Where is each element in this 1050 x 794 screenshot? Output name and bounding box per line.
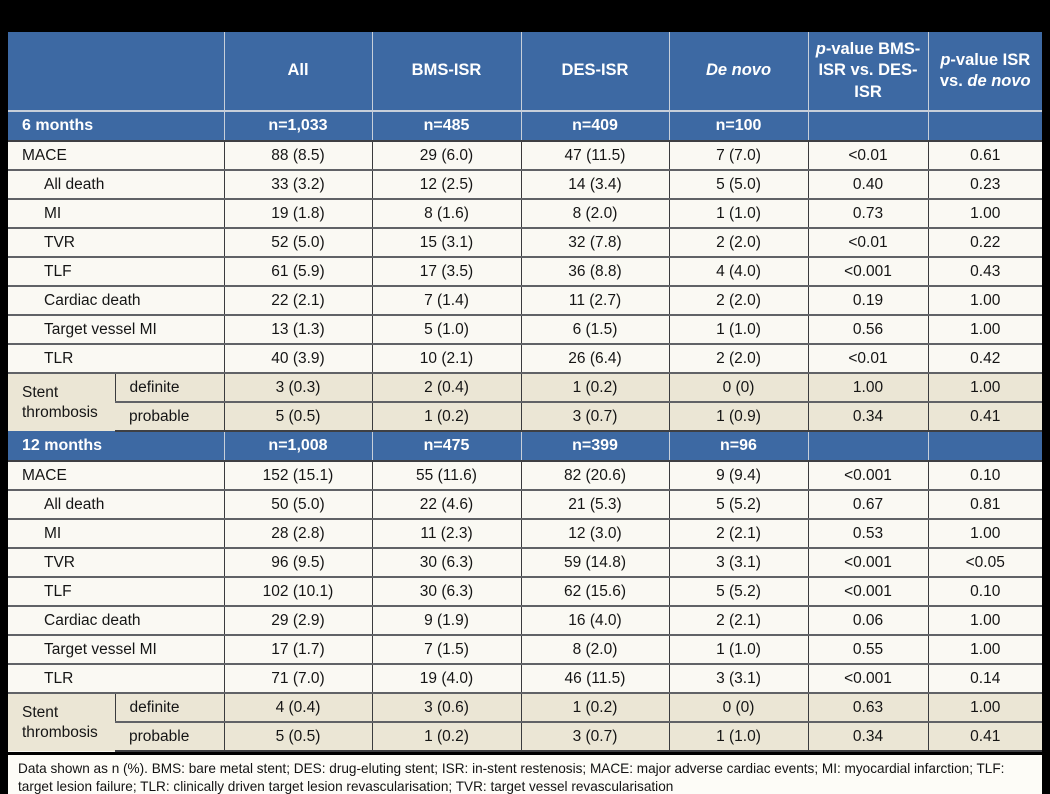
row-label: MACE <box>8 141 224 170</box>
value-cell: 0.56 <box>808 315 928 344</box>
table-row-mace <box>8 461 1042 490</box>
value-cell: 4 (4.0) <box>669 257 808 286</box>
value-cell: 10 (2.1) <box>372 344 521 373</box>
value-cell: 1 (1.0) <box>669 199 808 228</box>
value-cell: 2 (2.1) <box>669 606 808 635</box>
p1-rest: -value BMS-ISR vs. DES-ISR <box>818 40 921 101</box>
value-cell: 19 (4.0) <box>372 664 521 693</box>
table-row-tvr <box>8 548 1042 577</box>
value-cell: 5 (1.0) <box>372 315 521 344</box>
section-count: n=96 <box>669 431 808 461</box>
value-cell: 3 (0.6) <box>372 693 521 722</box>
value-cell: 1.00 <box>928 373 1042 402</box>
value-cell: 2 (0.4) <box>372 373 521 402</box>
value-cell: 16 (4.0) <box>521 606 669 635</box>
stent-sub-label: probable <box>115 722 224 751</box>
value-cell: 36 (8.8) <box>521 257 669 286</box>
column-header-pvalue-isr-vs-denovo <box>928 32 1042 111</box>
stent-thrombosis-label: Stent thrombosis <box>8 693 115 751</box>
column-header-des-isr: DES-ISR <box>521 32 669 111</box>
value-cell: 5 (5.2) <box>669 490 808 519</box>
table-row-cardiac-death <box>8 286 1042 315</box>
value-cell: 71 (7.0) <box>224 664 372 693</box>
value-cell: 47 (11.5) <box>521 141 669 170</box>
header-row <box>8 32 1042 111</box>
value-cell: 5 (5.2) <box>669 577 808 606</box>
stent-sub-label: definite <box>115 373 224 402</box>
value-cell: 3 (0.7) <box>521 722 669 751</box>
value-cell: 32 (7.8) <box>521 228 669 257</box>
row-label: TLR <box>8 664 224 693</box>
value-cell: 0.41 <box>928 402 1042 431</box>
stent-sub-label: probable <box>115 402 224 431</box>
row-label: TLF <box>8 577 224 606</box>
value-cell: 30 (6.3) <box>372 548 521 577</box>
value-cell: <0.01 <box>808 228 928 257</box>
value-cell: 9 (9.4) <box>669 461 808 490</box>
value-cell: 28 (2.8) <box>224 519 372 548</box>
value-cell: 0.10 <box>928 577 1042 606</box>
p-italic: p <box>815 40 826 59</box>
row-label: All death <box>8 170 224 199</box>
value-cell: 1 (0.2) <box>521 373 669 402</box>
value-cell: 0.10 <box>928 461 1042 490</box>
row-label: Target vessel MI <box>8 635 224 664</box>
value-cell: 14 (3.4) <box>521 170 669 199</box>
table-row-cardiac-death <box>8 606 1042 635</box>
section-count: n=399 <box>521 431 669 461</box>
value-cell: 6 (1.5) <box>521 315 669 344</box>
value-cell: 1 (1.0) <box>669 315 808 344</box>
value-cell: 21 (5.3) <box>521 490 669 519</box>
section-count: n=475 <box>372 431 521 461</box>
value-cell: 0.06 <box>808 606 928 635</box>
table-row-stent-probable <box>8 722 1042 751</box>
value-cell: 40 (3.9) <box>224 344 372 373</box>
value-cell: 7 (1.4) <box>372 286 521 315</box>
value-cell: 8 (2.0) <box>521 199 669 228</box>
value-cell: 50 (5.0) <box>224 490 372 519</box>
row-label: Cardiac death <box>8 286 224 315</box>
value-cell: 5 (0.5) <box>224 722 372 751</box>
table-row-stent-definite <box>8 373 1042 402</box>
header-blank-cell <box>8 32 224 111</box>
value-cell: 0.14 <box>928 664 1042 693</box>
table-row-all-death <box>8 490 1042 519</box>
value-cell: 0.73 <box>808 199 928 228</box>
value-cell: 7 (7.0) <box>669 141 808 170</box>
value-cell: 1.00 <box>928 286 1042 315</box>
value-cell: <0.001 <box>808 548 928 577</box>
value-cell: 0.55 <box>808 635 928 664</box>
value-cell: 30 (6.3) <box>372 577 521 606</box>
value-cell: 1.00 <box>928 635 1042 664</box>
value-cell: 2 (2.1) <box>669 519 808 548</box>
value-cell: <0.001 <box>808 664 928 693</box>
value-cell: 1 (0.2) <box>372 722 521 751</box>
section-row-12-months <box>8 431 1042 461</box>
table-header <box>8 32 1042 111</box>
value-cell: <0.001 <box>808 577 928 606</box>
p-italic: p <box>940 50 951 69</box>
value-cell: 3 (3.1) <box>669 664 808 693</box>
value-cell: 5 (5.0) <box>669 170 808 199</box>
value-cell: 17 (1.7) <box>224 635 372 664</box>
section-count: n=485 <box>372 111 521 141</box>
section-label: 12 months <box>8 431 224 461</box>
value-cell: 3 (3.1) <box>669 548 808 577</box>
value-cell: 0.23 <box>928 170 1042 199</box>
value-cell: 8 (2.0) <box>521 635 669 664</box>
value-cell: 0.19 <box>808 286 928 315</box>
value-cell: 29 (2.9) <box>224 606 372 635</box>
value-cell: 2 (2.0) <box>669 286 808 315</box>
value-cell: 8 (1.6) <box>372 199 521 228</box>
value-cell: <0.01 <box>808 344 928 373</box>
value-cell: 13 (1.3) <box>224 315 372 344</box>
value-cell: 61 (5.9) <box>224 257 372 286</box>
value-cell: 1 (1.0) <box>669 635 808 664</box>
stent-thrombosis-label: Stent thrombosis <box>8 373 115 431</box>
table-row-stent-probable <box>8 402 1042 431</box>
table-row-tvr <box>8 228 1042 257</box>
stent-sub-label: definite <box>115 693 224 722</box>
section-row-6-months <box>8 111 1042 141</box>
table-row-target-vessel-mi <box>8 315 1042 344</box>
value-cell: 2 (2.0) <box>669 344 808 373</box>
table-row-mi <box>8 519 1042 548</box>
value-cell: 0.34 <box>808 722 928 751</box>
column-header-all: All <box>224 32 372 111</box>
value-cell: 15 (3.1) <box>372 228 521 257</box>
value-cell: 88 (8.5) <box>224 141 372 170</box>
value-cell: 1 (0.2) <box>521 693 669 722</box>
value-cell: 1 (0.2) <box>372 402 521 431</box>
value-cell: 0.63 <box>808 693 928 722</box>
section-count-empty <box>808 431 928 461</box>
value-cell: 1.00 <box>808 373 928 402</box>
value-cell: 46 (11.5) <box>521 664 669 693</box>
row-label: TVR <box>8 228 224 257</box>
section-count-empty <box>808 111 928 141</box>
row-label: Cardiac death <box>8 606 224 635</box>
value-cell: 1.00 <box>928 199 1042 228</box>
value-cell: 0.67 <box>808 490 928 519</box>
value-cell: 33 (3.2) <box>224 170 372 199</box>
value-cell: 96 (9.5) <box>224 548 372 577</box>
value-cell: 1.00 <box>928 693 1042 722</box>
table-footnote: Data shown as n (%). BMS: bare metal stent; DES: drug-eluting stent; ISR: in-stent restenosis; MACE: major adverse cardiac events; MI: myocardial infarction; TLF: target lesion failure; TLR: clinically driven target lesion revascularisation; TVR: target vessel revascularisation <box>8 752 1042 794</box>
row-label: TLR <box>8 344 224 373</box>
value-cell: 3 (0.3) <box>224 373 372 402</box>
section-count: n=409 <box>521 111 669 141</box>
value-cell: 12 (2.5) <box>372 170 521 199</box>
value-cell: <0.05 <box>928 548 1042 577</box>
value-cell: 19 (1.8) <box>224 199 372 228</box>
value-cell: 7 (1.5) <box>372 635 521 664</box>
value-cell: <0.001 <box>808 461 928 490</box>
table-row-mace <box>8 141 1042 170</box>
table-body <box>8 111 1042 751</box>
value-cell: 0.61 <box>928 141 1042 170</box>
section-count-empty <box>928 431 1042 461</box>
value-cell: 0.41 <box>928 722 1042 751</box>
value-cell: 0.81 <box>928 490 1042 519</box>
table-row-all-death <box>8 170 1042 199</box>
value-cell: 22 (4.6) <box>372 490 521 519</box>
value-cell: 52 (5.0) <box>224 228 372 257</box>
value-cell: 55 (11.6) <box>372 461 521 490</box>
table-row-mi <box>8 199 1042 228</box>
row-label: MI <box>8 199 224 228</box>
table-row-tlf <box>8 257 1042 286</box>
value-cell: 59 (14.8) <box>521 548 669 577</box>
clinical-outcomes-table <box>8 32 1042 752</box>
value-cell: 12 (3.0) <box>521 519 669 548</box>
value-cell: 26 (6.4) <box>521 344 669 373</box>
p2-rest: -value ISR vs. <box>939 50 1031 90</box>
column-header-de-novo: De novo <box>669 32 808 111</box>
value-cell: 152 (15.1) <box>224 461 372 490</box>
row-label: MI <box>8 519 224 548</box>
value-cell: 82 (20.6) <box>521 461 669 490</box>
value-cell: <0.001 <box>808 257 928 286</box>
table-row-tlr <box>8 344 1042 373</box>
value-cell: 2 (2.0) <box>669 228 808 257</box>
value-cell: 0.43 <box>928 257 1042 286</box>
value-cell: 3 (0.7) <box>521 402 669 431</box>
table-row-tlr <box>8 664 1042 693</box>
column-header-bms-isr: BMS-ISR <box>372 32 521 111</box>
outcomes-table-frame <box>8 32 1042 794</box>
value-cell: 0.22 <box>928 228 1042 257</box>
value-cell: 5 (0.5) <box>224 402 372 431</box>
section-count: n=1,033 <box>224 111 372 141</box>
row-label: All death <box>8 490 224 519</box>
value-cell: 22 (2.1) <box>224 286 372 315</box>
value-cell: 102 (10.1) <box>224 577 372 606</box>
value-cell: <0.01 <box>808 141 928 170</box>
value-cell: 0.42 <box>928 344 1042 373</box>
de-novo-italic: de novo <box>967 72 1031 90</box>
value-cell: 0.53 <box>808 519 928 548</box>
value-cell: 1 (1.0) <box>669 722 808 751</box>
value-cell: 4 (0.4) <box>224 693 372 722</box>
value-cell: 11 (2.3) <box>372 519 521 548</box>
table-row-tlf <box>8 577 1042 606</box>
section-count: n=100 <box>669 111 808 141</box>
row-label: TLF <box>8 257 224 286</box>
value-cell: 0.40 <box>808 170 928 199</box>
value-cell: 1.00 <box>928 315 1042 344</box>
value-cell: 11 (2.7) <box>521 286 669 315</box>
value-cell: 0 (0) <box>669 373 808 402</box>
row-label: Target vessel MI <box>8 315 224 344</box>
row-label: TVR <box>8 548 224 577</box>
row-label: MACE <box>8 461 224 490</box>
value-cell: 1.00 <box>928 606 1042 635</box>
column-header-pvalue-bms-vs-des <box>808 32 928 111</box>
value-cell: 0 (0) <box>669 693 808 722</box>
value-cell: 17 (3.5) <box>372 257 521 286</box>
section-count: n=1,008 <box>224 431 372 461</box>
value-cell: 0.34 <box>808 402 928 431</box>
section-label: 6 months <box>8 111 224 141</box>
section-count-empty <box>928 111 1042 141</box>
value-cell: 9 (1.9) <box>372 606 521 635</box>
value-cell: 62 (15.6) <box>521 577 669 606</box>
table-row-stent-definite <box>8 693 1042 722</box>
table-row-target-vessel-mi <box>8 635 1042 664</box>
value-cell: 1 (0.9) <box>669 402 808 431</box>
value-cell: 1.00 <box>928 519 1042 548</box>
value-cell: 29 (6.0) <box>372 141 521 170</box>
